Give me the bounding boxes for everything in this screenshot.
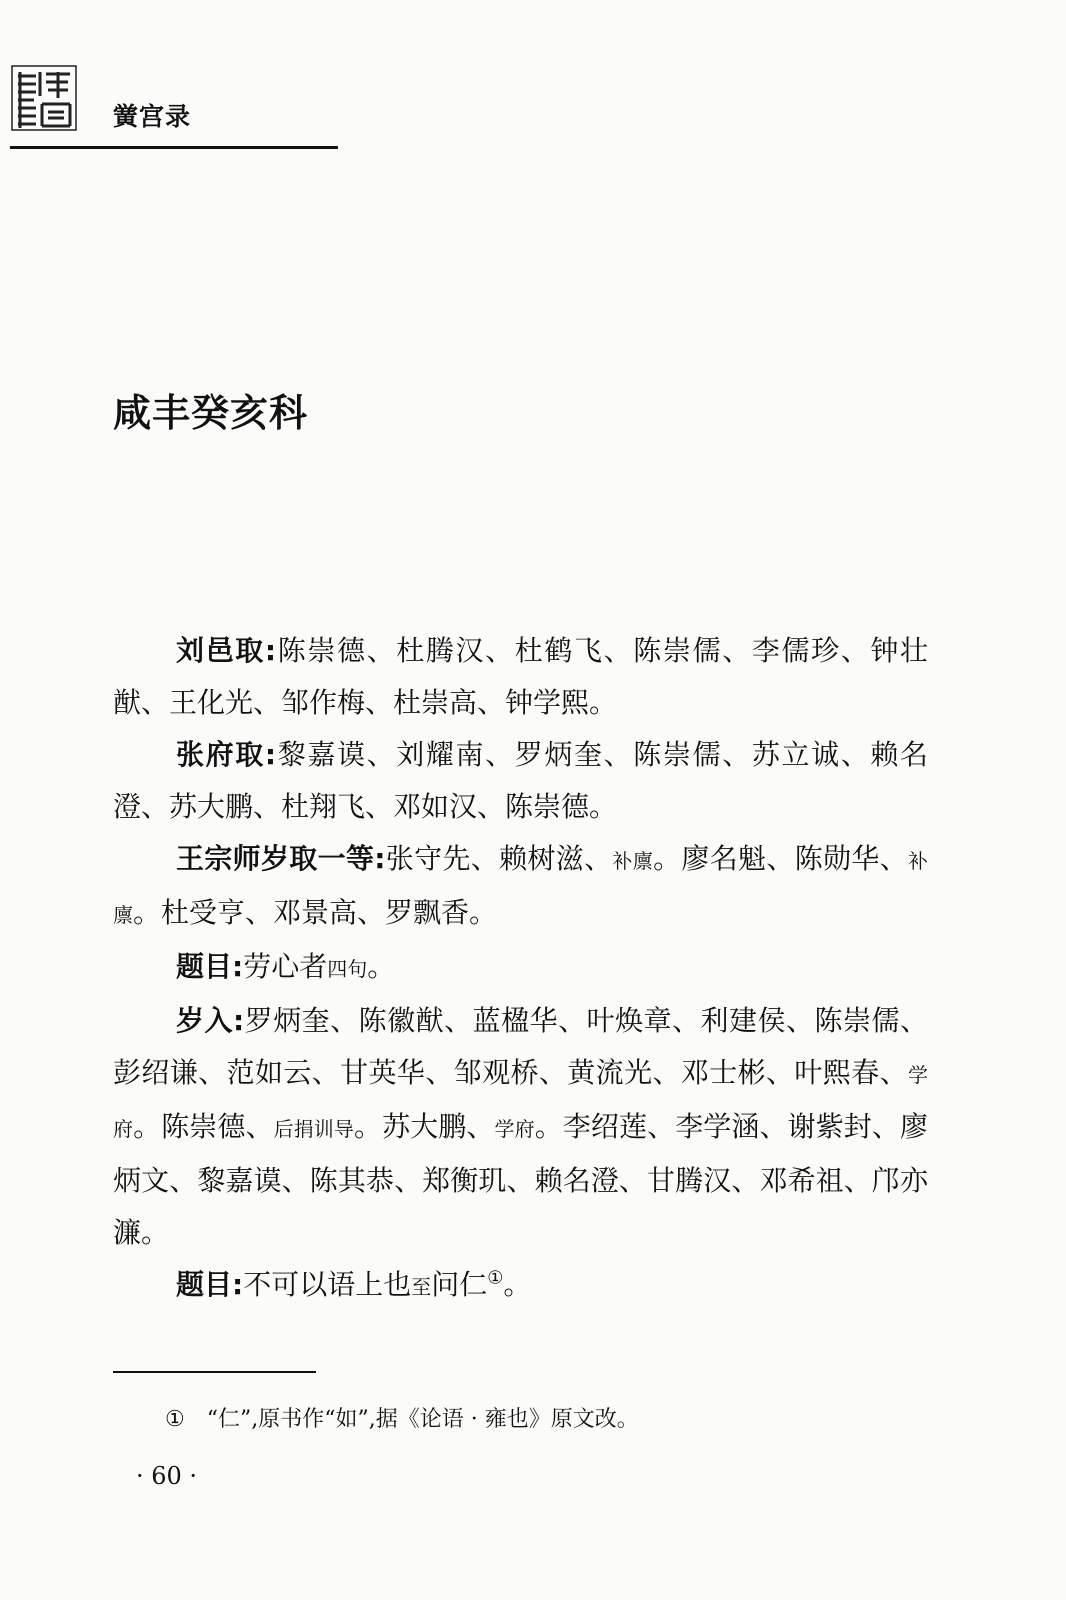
name-list: 。陈崇德、 — [133, 1110, 274, 1143]
annotation: 学府 — [494, 1117, 535, 1141]
footnote-rule — [113, 1371, 316, 1373]
paragraph-annual-admission — [113, 995, 928, 1259]
body-text — [113, 625, 928, 1313]
name-list: 张守先、赖树滋、 — [385, 842, 613, 875]
page-number: · 60 · — [136, 1462, 198, 1490]
chapter-title: 咸丰癸亥科 — [113, 391, 309, 435]
seal-stamp-icon — [10, 64, 78, 132]
annotation: 学府 — [113, 1063, 928, 1141]
paragraph-topic-1 — [113, 941, 928, 995]
name-list: 。杜受亨、邓景高、罗飘香。 — [133, 896, 498, 929]
annotation: 后捐训导 — [273, 1117, 355, 1141]
name-list: 。李绍莲、李学涵、谢紫封、廖炳文、黎嘉谟、陈其恭、郑衡玑、赖名澄、甘腾汉、邓希祖、邝亦濂。 — [113, 1110, 929, 1249]
paragraph-prefecture-selection — [113, 729, 928, 833]
section-label: 题目: — [176, 950, 244, 983]
section-label: 岁入: — [176, 1004, 245, 1037]
section-label: 张府取: — [176, 738, 277, 771]
paragraph-county-selection — [113, 625, 928, 729]
name-list: 罗炳奎、陈徽猷、蓝楹华、叶焕章、利建侯、陈崇儒、彭绍谦、范如云、甘英华、邹观桥、黄流光、邓士彬、叶熙春、 — [113, 1004, 928, 1089]
topic-end: 。 — [503, 1268, 532, 1301]
paragraph-examiner-first-class — [113, 833, 928, 941]
name-list: 陈崇德、杜腾汉、杜鹤飞、陈崇儒、李儒珍、钟壮猷、王化光、邹作梅、杜崇高、钟学熙。 — [113, 634, 928, 719]
header-rule — [10, 146, 338, 149]
topic-text: 不可以语上也 — [243, 1268, 412, 1301]
topic-end: 。 — [367, 950, 396, 983]
footnote-reference[interactable]: ① — [487, 1267, 504, 1289]
footnote — [165, 1402, 639, 1438]
annotation: 四句 — [327, 957, 368, 981]
section-label: 王宗师岁取一等: — [176, 842, 386, 875]
topic-text: 劳心者 — [243, 950, 328, 983]
footnote-mark: ① — [165, 1407, 185, 1432]
topic-text: 问仁 — [431, 1268, 488, 1301]
annotation: 至 — [411, 1275, 432, 1299]
annotation: 补廪 — [612, 849, 654, 873]
section-label: 题目: — [176, 1268, 244, 1301]
name-list: 黎嘉谟、刘耀南、罗炳奎、陈崇儒、苏立诚、赖名澄、苏大鹏、杜翔飞、邓如汉、陈崇德。 — [113, 738, 928, 823]
name-list: 。苏大鹏、 — [354, 1110, 495, 1143]
footnote-text: “仁”,原书作“如”,据《论语 · 雍也》原文改。 — [206, 1407, 639, 1432]
annotation: 补廪 — [113, 849, 929, 927]
name-list: 。廖名魁、陈勋华、 — [653, 842, 909, 875]
section-label: 刘邑取: — [176, 634, 277, 667]
running-title: 黉宫录 — [113, 102, 192, 131]
paragraph-topic-2 — [113, 1259, 928, 1313]
